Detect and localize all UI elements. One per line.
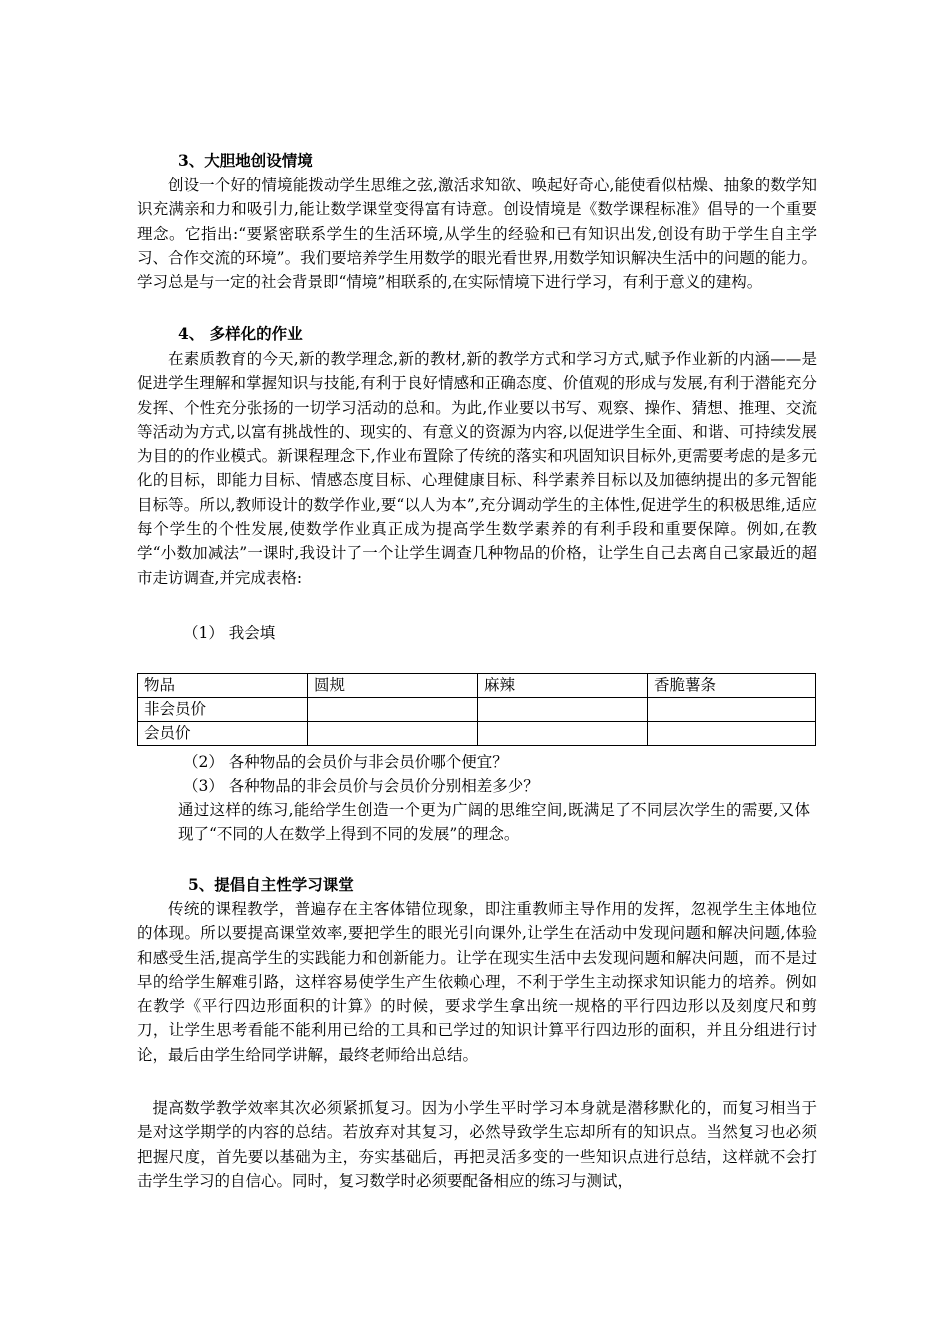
table-row: [138, 722, 816, 746]
section-4-body: [137, 347, 817, 590]
summary-paragraph: 通过这样的练习,能给学生创造一个更为广阔的思维空间,既满足了不同层次学生的需要,又体现了“不同的人在数学上得到不同的发展”的理念。: [178, 801, 810, 844]
table-cell: [648, 698, 816, 722]
section-5-heading: 5、提倡自主性学习课堂: [188, 875, 354, 894]
question-1: （1） 我会填: [183, 624, 276, 642]
table-header-cell: 圆规: [308, 674, 478, 698]
section-4-paragraph: 在素质教育的今天,新的教学理念,新的教材,新的教学方式和学习方式,赋予作业新的内涵——是促进学生理解和掌握知识与技能,有利于良好情感和正确态度、价值观的形成与发展,有利于潜能充分发挥、个性充分张扬的一切学习活动的总和。为此,作业要以书写、观察、操作、猜想、推理、交流等活动为方式,以富有挑战性的、现实的、有意义的资源为内容,以促进学生全面、和谐、可持续发展为目的的作业模式。新课程理念下,作业布置除了传统的落实和巩固知识目标外,更需要考虑的是多元化的目标，即能力目标、情感态度目标、心理健康目标、科学素养目标以及加德纳提出的多元智能目标等。所以,教师设计的数学作业,要“以人为本”,充分调动学生的主体性,促进学生的积极思维,适应每个学生的个性发展,使数学作业真正成为提高学生数学素养的有利手段和重要保障。例如,在教学“小数加减法”一课时,我设计了一个让学生调查几种物品的价格，让学生自己去离自己家最近的超市走访调查,并完成表格:: [137, 350, 817, 587]
price-table: [137, 673, 816, 746]
table-header-cell: 物品: [138, 674, 308, 698]
table-cell: 非会员价: [138, 698, 308, 722]
review-paragraph: 提高数学教学效率其次必须紧抓复习。因为小学生平时学习本身就是潜移默化的，而复习相当于是对这学期学的内容的总结。若放弃对其复习，必然导致学生忘却所有的知识点。当然复习也必须把握尺度，首先要以基础为主，夯实基础后，再把灵活多变的一些知识点进行总结，这样就不会打击学生学习的自信心。同时，复习数学时必须要配备相应的练习与测试，: [137, 1099, 817, 1190]
review-body: [137, 1096, 817, 1193]
question-2: （2） 各种物品的会员价与非会员价哪个便宜？: [183, 753, 508, 771]
section-5-paragraph: 传统的课程教学，普遍存在主客体错位现象，即注重教师主导作用的发挥，忽视学生主体地位的体现。所以要提高课堂效率,要把学生的眼光引向课外,让学生在活动中发现问题和解决问题,体验和感受生活,提高学生的实践能力和创新能力。让学在现实生活中去发现问题和解决问题，而不是过早的给学生解难引路，这样容易使学生产生依赖心理，不利于学生主动探求知识能力的培养。例如在教学《平行四边形面积的计算》的时候，要求学生拿出统一规格的平行四边形以及刻度尺和剪刀，让学生思考看能不能利用已给的工具和已学过的知识计算平行四边形的面积，并且分组进行讨论，最后由学生给同学讲解，最终老师给出总结。: [137, 900, 817, 1064]
table-cell: [308, 722, 478, 746]
section-3-heading: 3、大胆地创设情境: [178, 151, 313, 170]
table-cell: [478, 722, 648, 746]
table-header-row: [138, 674, 816, 698]
table-cell: 会员价: [138, 722, 308, 746]
question-3: （3） 各种物品的非会员价与会员价分别相差多少？: [183, 777, 539, 795]
section-4-heading: 4、 多样化的作业: [178, 324, 303, 343]
section-5-body: [137, 897, 817, 1067]
table-cell: [308, 698, 478, 722]
section-3-paragraph: 创设一个好的情境能拨动学生思维之弦,激活求知欲、唤起好奇心,能使看似枯燥、抽象的数学知识充满亲和力和吸引力,能让数学课堂变得富有诗意。创设情境是《数学课程标准》倡导的一个重要理念。它指出:“要紧密联系学生的生活环境,从学生的经验和已有知识出发,创设有助于学生自主学习、合作交流的环境”。我们要培养学生用数学的眼光看世界,用数学知识解决生活中的问题的能力。学习总是与一定的社会背景即“情境”相联系的,在实际情境下进行学习，有利于意义的建构。: [137, 176, 817, 292]
table-header-cell: 香脆薯条: [648, 674, 816, 698]
table-row: [138, 698, 816, 722]
table-cell: [648, 722, 816, 746]
section-3-body: [137, 173, 817, 294]
table-cell: [478, 698, 648, 722]
section-4-summary: [178, 798, 810, 847]
table-header-cell: 麻辣: [478, 674, 648, 698]
